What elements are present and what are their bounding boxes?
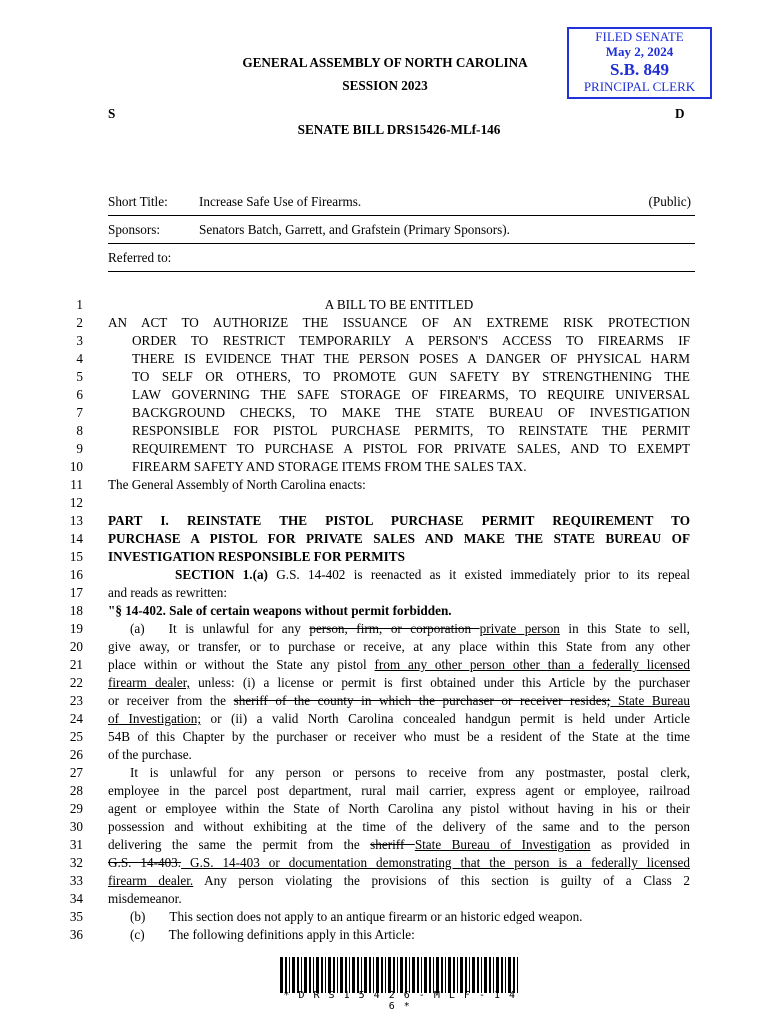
barcode-bar	[493, 957, 494, 993]
body-line	[108, 674, 690, 692]
body-line	[108, 692, 690, 710]
line	[0, 296, 770, 314]
short-title-row	[108, 188, 695, 216]
body-line: give away, or transfer, or to purchase or receive, at any place within this State from any other	[108, 639, 690, 654]
barcode-bar	[345, 957, 347, 993]
barcode-bar	[448, 957, 451, 993]
barcode-bar	[333, 957, 335, 993]
inserted-text: from any other person other than a federally licensed	[374, 657, 691, 672]
line	[0, 890, 770, 908]
subsection-label: (a)	[130, 621, 145, 636]
line-number: 11	[70, 477, 83, 492]
barcode-bar	[417, 957, 419, 993]
barcode-bar	[424, 957, 427, 993]
barcode-bar	[393, 957, 395, 993]
line	[0, 512, 770, 530]
act-title-line: TO SELF OR OTHERS, TO PROMOTE GUN SAFETY BY STRENGTHENING THE	[132, 369, 690, 384]
barcode-bar	[496, 957, 499, 993]
line	[0, 620, 770, 638]
line	[0, 548, 770, 566]
barcode-bar	[453, 957, 455, 993]
barcode-bar	[369, 957, 371, 993]
statute-heading: "§ 14-402. Sale of certain weapons without permit forbidden.	[108, 603, 452, 618]
barcode-bar	[316, 957, 319, 993]
barcode-bar	[508, 957, 511, 993]
stamp-date: May 2, 2024	[605, 44, 674, 59]
body-line	[108, 656, 690, 674]
barcode-bar	[304, 957, 307, 993]
barcode-bar	[289, 957, 290, 993]
bill-heading: A BILL TO BE ENTITLED	[324, 297, 474, 312]
line-number: 17	[69, 585, 83, 600]
barcode-text: * D R S 1 5 4 2 6 - M L F - 1 4 6 *	[283, 990, 517, 1012]
body-line: possession and without exhibiting at the time of the delivery of the same and to the person	[108, 819, 690, 834]
barcode-bar	[421, 957, 422, 993]
body-line: of the purchase.	[108, 747, 192, 762]
barcode-bar	[445, 957, 446, 993]
line-number: 28	[69, 783, 83, 798]
barcode-bar	[309, 957, 311, 993]
body-line	[108, 836, 690, 854]
line	[0, 656, 770, 674]
barcode-bar	[484, 957, 487, 993]
barcode-bar	[376, 957, 379, 993]
part-heading: PURCHASE A PISTOL FOR PRIVATE SALES AND MAKE THE STATE BUREAU OF	[108, 531, 690, 546]
body-line	[108, 620, 690, 638]
barcode	[280, 957, 520, 993]
line-number: 10	[69, 459, 83, 474]
line-number: 7	[76, 405, 83, 420]
text-segment: as provided in	[590, 837, 690, 852]
enacting-clause: The General Assembly of North Carolina enacts:	[108, 477, 366, 492]
deleted-text: G.S. 14-403.	[108, 855, 182, 870]
deleted-text: sheriff	[370, 837, 415, 852]
barcode-bar	[292, 957, 295, 993]
barcode-bar	[489, 957, 491, 993]
line	[0, 314, 770, 332]
text-segment: The following definitions apply in this Article:	[168, 927, 415, 942]
referred-row	[108, 244, 695, 272]
short-title-value: Increase Safe Use of Firearms.	[199, 194, 362, 209]
text-segment: in this State to sell,	[559, 621, 690, 636]
act-title-line: REQUIREMENT TO PURCHASE A PISTOL FOR PRIVATE SALES, AND TO EXEMPT	[132, 441, 690, 456]
subsection-label: (b)	[130, 909, 146, 924]
act-title-line: AN ACT TO AUTHORIZE THE ISSUANCE OF AN EXTREME RISK PROTECTION	[108, 315, 690, 330]
barcode-bar	[400, 957, 403, 993]
line-number: 5	[76, 369, 83, 384]
stamp-filed: FILED SENATE	[595, 29, 684, 44]
body-line: employee in the parcel post department, rural mail carrier, express agent or employee, railroad	[108, 783, 690, 798]
barcode-bar	[481, 957, 482, 993]
barcode-bar	[340, 957, 343, 993]
barcode-bar	[505, 957, 506, 993]
text-segment: This section does not apply to an antique firearm or an historic edged weapon.	[169, 909, 583, 924]
line	[0, 386, 770, 404]
barcode-bar	[513, 957, 515, 993]
body-line	[108, 764, 690, 782]
inserted-text: State Bureau of Investigation	[414, 837, 591, 852]
act-title-line: LAW GOVERNING THE SAFE STORAGE OF FIREARMS, TO REQUIRE UNIVERSAL	[132, 387, 690, 402]
inserted-text: firearm dealer.	[108, 873, 194, 888]
line	[0, 422, 770, 440]
text-segment: unless: (i) a license or permit is first obtained under this Article by the purchaser	[189, 675, 690, 690]
text-segment: Any person violating the provisions of this section is guilty of a Class 2	[193, 873, 690, 888]
line	[0, 836, 770, 854]
line-number: 36	[69, 927, 83, 942]
barcode-bar	[412, 957, 415, 993]
header-session: SESSION 2023	[342, 78, 428, 93]
body-line	[108, 926, 690, 944]
body-line	[108, 854, 690, 872]
line	[0, 764, 770, 782]
body-line	[108, 872, 690, 890]
header-assembly: GENERAL ASSEMBLY OF NORTH CAROLINA	[242, 55, 528, 70]
barcode-bar	[325, 957, 326, 993]
chamber-letter: S	[108, 106, 116, 121]
line	[0, 728, 770, 746]
barcode-bar	[301, 957, 302, 993]
line-number: 16	[69, 567, 83, 582]
line-number: 35	[69, 909, 83, 924]
deleted-text: sheriff of the county in which the purchaser or receiver resides;	[233, 693, 611, 708]
sponsors-row	[108, 216, 695, 244]
line-number: 1	[76, 297, 83, 312]
draft-letter: D	[675, 106, 685, 121]
line-number: 14	[69, 531, 83, 546]
barcode-bar	[405, 957, 407, 993]
line-number: 33	[69, 873, 83, 888]
text-segment: delivering the same the permit from the	[108, 837, 371, 852]
line	[0, 404, 770, 422]
barcode-bar	[409, 957, 410, 993]
line	[0, 818, 770, 836]
line-number: 25	[69, 729, 83, 744]
barcode-bar	[373, 957, 374, 993]
line-number: 22	[69, 675, 83, 690]
section-text: G.S. 14-402 is reenacted as it existed immediately prior to its repeal	[267, 567, 690, 582]
body-line: and reads as rewritten:	[108, 585, 228, 600]
barcode-bar	[397, 957, 398, 993]
body-line	[108, 710, 690, 728]
line-number: 15	[69, 549, 83, 564]
text-segment: It is unlawful for any person or persons to receive from any postmaster, postal clerk,	[130, 765, 690, 780]
barcode-bar	[280, 957, 283, 993]
bill-title: SENATE BILL DRS15426-MLf-146	[297, 122, 501, 137]
line	[0, 332, 770, 350]
stamp-clerk: PRINCIPAL CLERK	[583, 79, 696, 94]
line	[0, 494, 770, 512]
part-heading: INVESTIGATION RESPONSIBLE FOR PERMITS	[108, 549, 405, 564]
sponsors-label: Sponsors:	[108, 222, 161, 237]
act-title-line: FIREARM SAFETY AND STORAGE ITEMS FROM THE SALES TAX.	[132, 459, 527, 474]
act-title-line: ORDER TO RESTRICT TEMPORARILY A PERSON'S ACCESS TO FIREARMS IF	[132, 333, 690, 348]
line	[0, 782, 770, 800]
line	[0, 908, 770, 926]
line-number: 4	[76, 351, 83, 366]
line	[0, 746, 770, 764]
barcode-bar	[321, 957, 323, 993]
stamp-bill-number: S.B. 849	[609, 60, 670, 79]
barcode-bar	[361, 957, 362, 993]
barcode-bar	[457, 957, 458, 993]
line-number: 3	[76, 333, 83, 348]
barcode-bar	[429, 957, 431, 993]
filed-stamp	[567, 27, 712, 99]
public-label: (Public)	[648, 194, 691, 209]
line-number: 32	[69, 855, 83, 870]
barcode-bar	[357, 957, 359, 993]
barcode-bar	[349, 957, 350, 993]
line-number: 9	[76, 441, 83, 456]
line	[0, 710, 770, 728]
text-segment: place within or without the State any pistol	[108, 657, 375, 672]
act-title-line: THERE IS EVIDENCE THAT THE PERSON POSES A DANGER OF PHYSICAL HARM	[132, 351, 690, 366]
body-line: 54B of this Chapter by the purchaser or receiver who must be a resident of the State at the time	[108, 729, 690, 744]
inserted-text: of Investigation;	[108, 711, 202, 726]
barcode-bar	[385, 957, 386, 993]
barcode-bar	[313, 957, 314, 993]
barcode-bar	[465, 957, 467, 993]
text-segment: It is unlawful for any	[168, 621, 310, 636]
line	[0, 458, 770, 476]
barcode-bar	[469, 957, 470, 993]
line-number: 8	[76, 423, 83, 438]
inserted-text: G.S. 14-403 or documentation demonstrating that the person is a federally licensed	[181, 855, 690, 870]
barcode-bar	[297, 957, 299, 993]
line	[0, 638, 770, 656]
barcode-bar	[477, 957, 479, 993]
barcode-bar	[285, 957, 287, 993]
barcode-bar	[352, 957, 355, 993]
line	[0, 674, 770, 692]
line	[0, 476, 770, 494]
text-segment: or (ii) a valid North Carolina concealed handgun permit is held under Article	[201, 711, 690, 726]
subsection-label: (c)	[130, 927, 145, 942]
line-number: 18	[69, 603, 83, 618]
body-line	[108, 908, 690, 926]
barcode-bar	[517, 957, 518, 993]
line-number: 20	[69, 639, 83, 654]
line-number: 21	[69, 657, 83, 672]
barcode-bar	[472, 957, 475, 993]
line-number: 12	[69, 495, 83, 510]
line	[0, 926, 770, 944]
line-number: 31	[69, 837, 83, 852]
line	[0, 854, 770, 872]
barcode-bar	[337, 957, 338, 993]
line	[0, 350, 770, 368]
section-label: SECTION 1.(a)	[175, 567, 268, 582]
barcode-bar	[460, 957, 463, 993]
line-number: 23	[69, 693, 83, 708]
barcode-bar	[436, 957, 439, 993]
line-number: 30	[69, 819, 83, 834]
line-number: 29	[69, 801, 83, 816]
act-title-line: BACKGROUND CHECKS, TO MAKE THE STATE BUREAU OF INVESTIGATION	[132, 405, 690, 420]
line-number: 6	[76, 387, 83, 402]
short-title-label: Short Title:	[108, 194, 168, 209]
line	[0, 602, 770, 620]
barcode-bar	[364, 957, 367, 993]
inserted-text: State Bureau	[610, 693, 690, 708]
body-line: agent or employee within the State of North Carolina any pistol without having in his or their	[108, 801, 690, 816]
line	[0, 440, 770, 458]
inserted-text: private person	[479, 621, 560, 636]
barcode-bar	[501, 957, 503, 993]
line	[0, 800, 770, 818]
line-number: 27	[69, 765, 83, 780]
barcode-bar	[381, 957, 383, 993]
line-number: 13	[69, 513, 83, 528]
line	[0, 584, 770, 602]
line-number: 24	[69, 711, 83, 726]
act-title-line: RESPONSIBLE FOR PISTOL PURCHASE PERMITS, TO REINSTATE THE PERMIT	[132, 423, 690, 438]
body-line: misdemeanor.	[108, 891, 182, 906]
barcode-bar	[328, 957, 331, 993]
line-number: 34	[69, 891, 83, 906]
line-number: 19	[69, 621, 83, 636]
line	[0, 692, 770, 710]
inserted-text: firearm dealer,	[108, 675, 190, 690]
line-number: 26	[69, 747, 83, 762]
barcode-bar	[441, 957, 443, 993]
line	[0, 368, 770, 386]
text-segment: or receiver from the	[108, 693, 234, 708]
bill-text	[0, 296, 770, 944]
line	[0, 530, 770, 548]
line	[0, 566, 770, 584]
part-heading: PART I. REINSTATE THE PISTOL PURCHASE PERMIT REQUIREMENT TO	[108, 513, 690, 528]
barcode-bar	[433, 957, 434, 993]
section-line	[108, 566, 690, 584]
deleted-text: person, firm, or corporation	[309, 621, 480, 636]
sponsors-value: Senators Batch, Garrett, and Grafstein (Primary Sponsors).	[199, 222, 510, 237]
line-number: 2	[76, 315, 83, 330]
barcode-bar	[388, 957, 391, 993]
line	[0, 872, 770, 890]
referred-label: Referred to:	[108, 250, 172, 265]
